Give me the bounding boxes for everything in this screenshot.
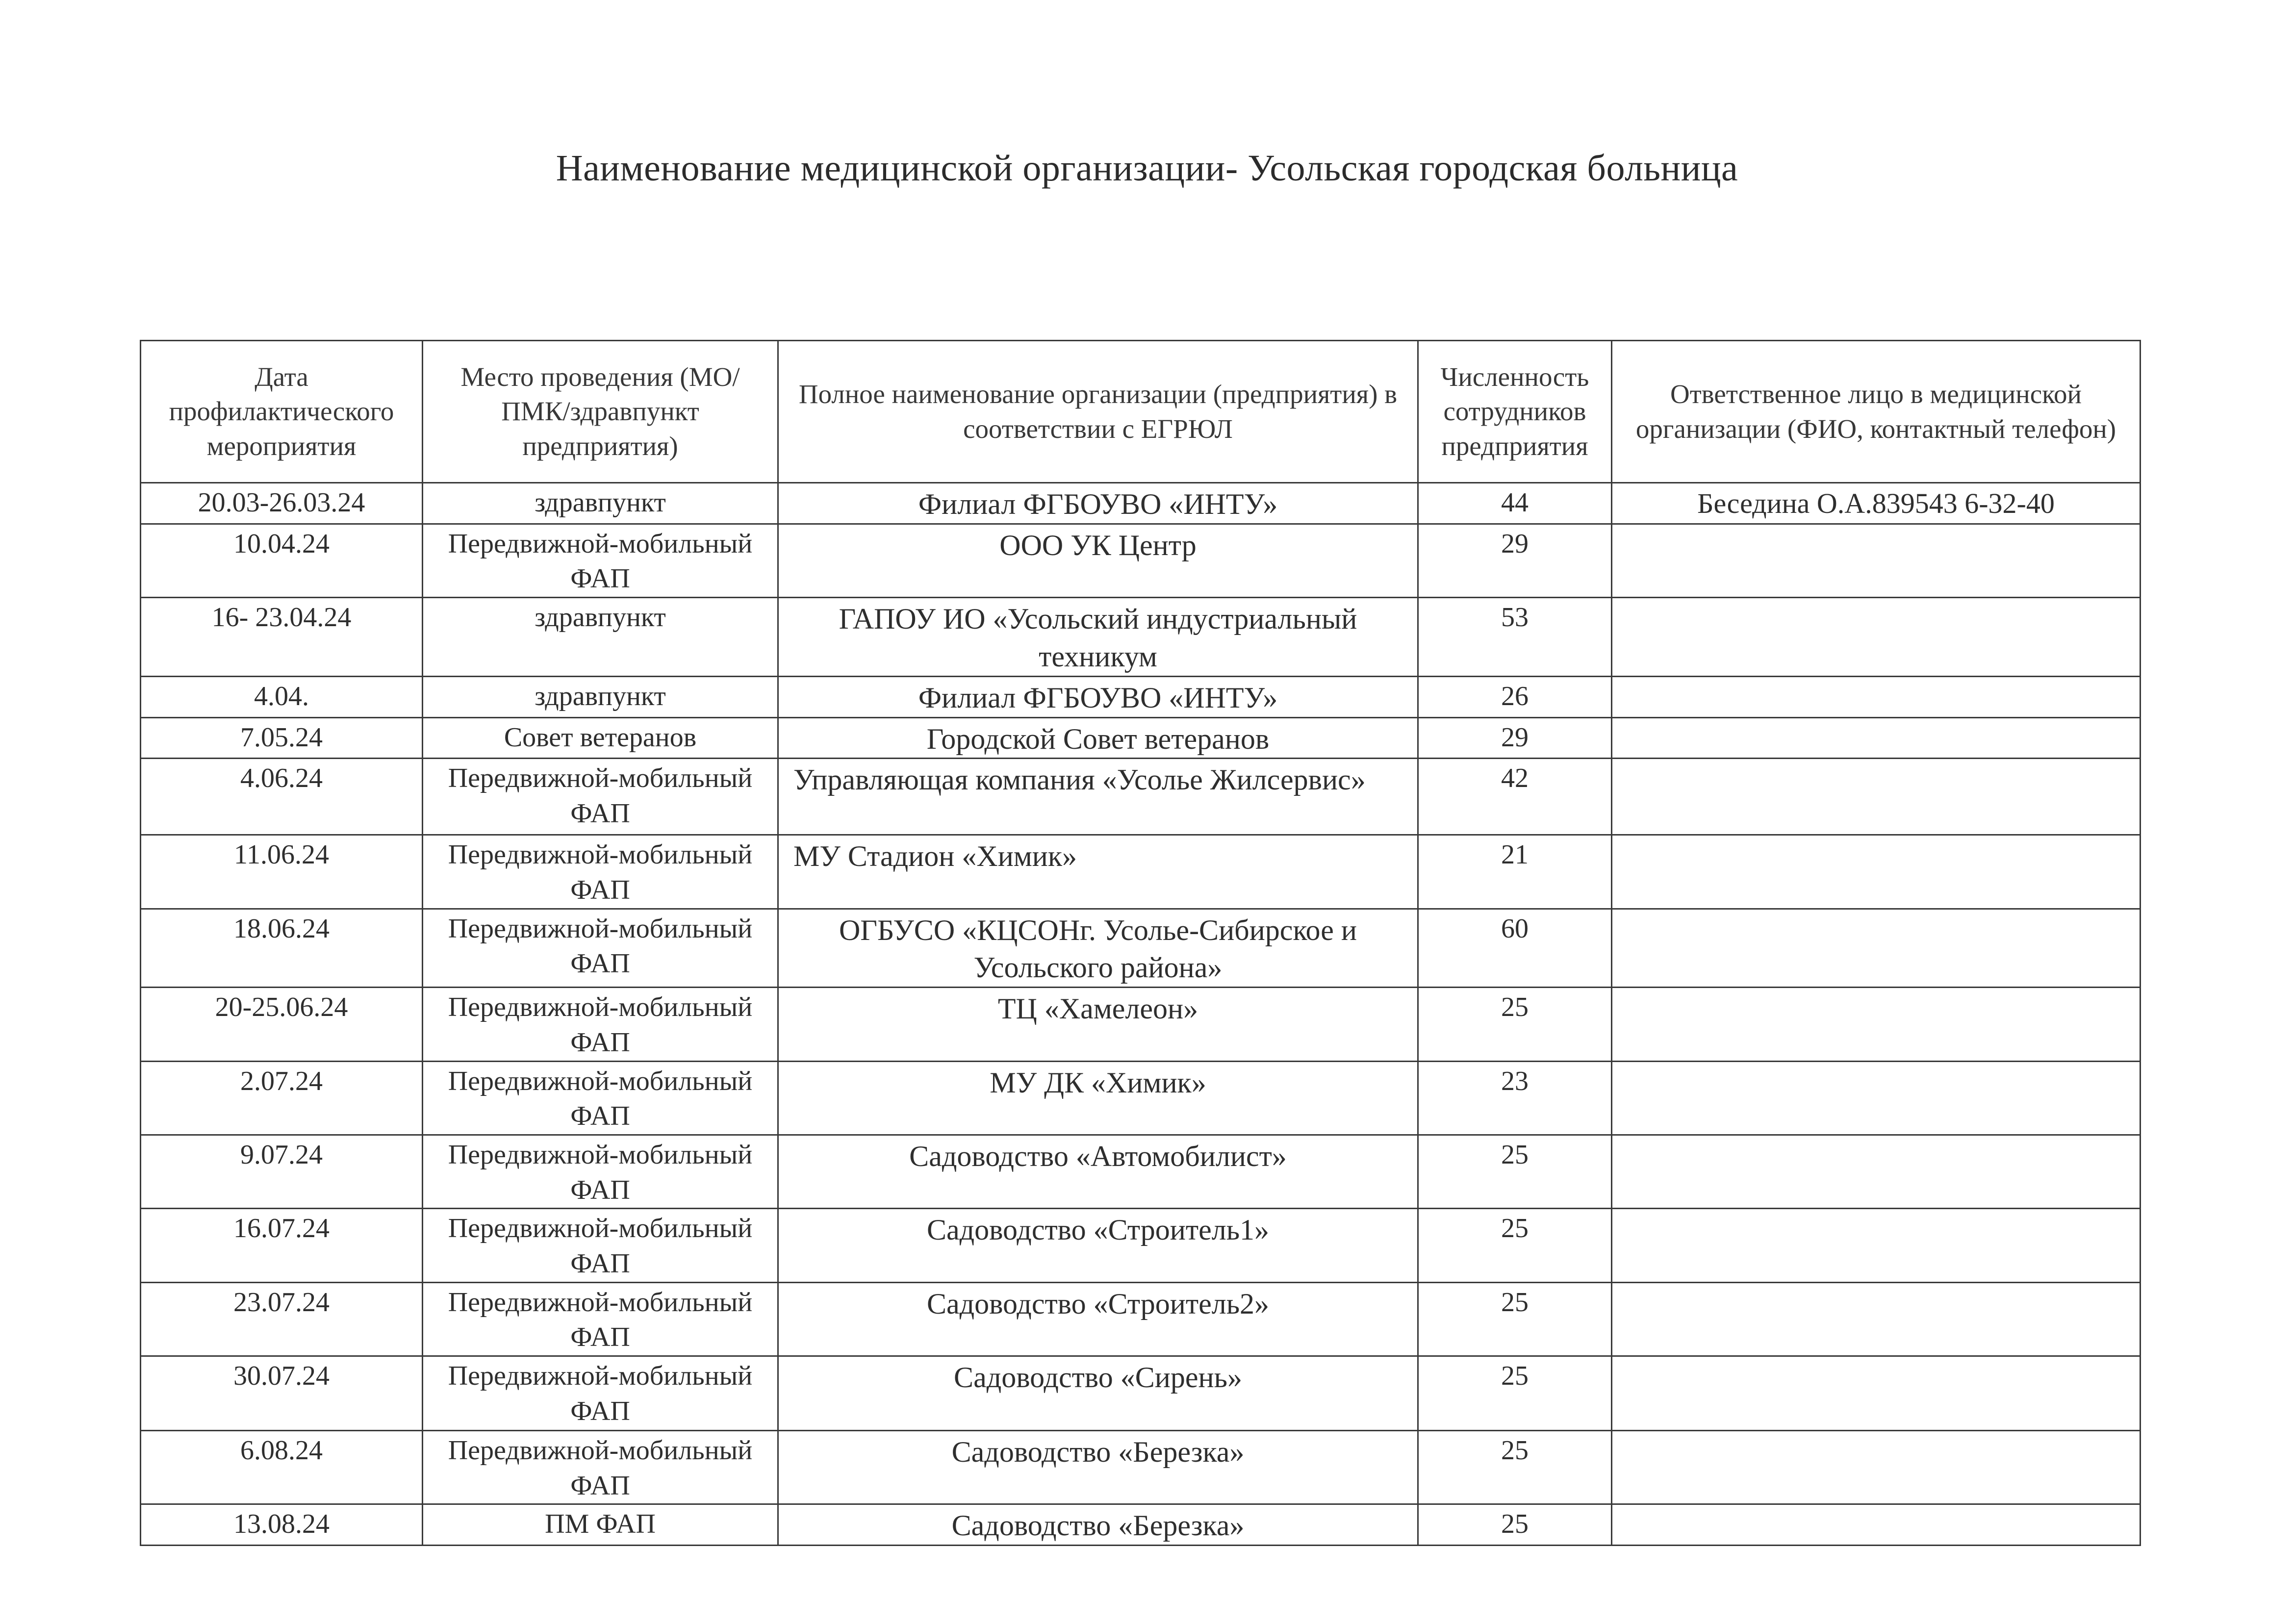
table-row: [141, 909, 2141, 988]
header-place: Место проведения (МО/ПМК/здравпункт предприятия): [423, 341, 778, 483]
cell-date: 9.07.24: [141, 1135, 423, 1208]
cell-organization: Городской Совет ветеранов: [778, 717, 1418, 759]
cell-organization: Филиал ФГБОУВО «ИНТУ»: [778, 483, 1418, 524]
cell-employee-count: 29: [1418, 524, 1612, 597]
cell-place: ПМ ФАП: [423, 1504, 778, 1546]
cell-date: 2.07.24: [141, 1061, 423, 1135]
cell-place: Передвижной-мобильный ФАП: [423, 1356, 778, 1430]
cell-employee-count: 25: [1418, 1135, 1612, 1208]
cell-employee-count: 25: [1418, 1209, 1612, 1282]
cell-employee-count: 44: [1418, 483, 1612, 524]
cell-employee-count: 25: [1418, 1356, 1612, 1430]
header-responsible-person: Ответственное лицо в медицинской организации (ФИО, контактный телефон): [1612, 341, 2141, 483]
cell-employee-count: 25: [1418, 1430, 1612, 1504]
cell-employee-count: 21: [1418, 835, 1612, 909]
cell-employee-count: 42: [1418, 759, 1612, 835]
cell-responsible-person: [1612, 598, 2141, 677]
cell-date: 4.04.: [141, 676, 423, 717]
header-date: Дата профилактического мероприятия: [141, 341, 423, 483]
cell-place: Передвижной-мобильный ФАП: [423, 988, 778, 1061]
table-row: [141, 1504, 2141, 1546]
cell-employee-count: 53: [1418, 598, 1612, 677]
cell-date: 7.05.24: [141, 717, 423, 759]
cell-organization: ТЦ «Хамелеон»: [778, 988, 1418, 1061]
cell-organization: Управляющая компания «Усолье Жилсервис»: [778, 759, 1418, 835]
cell-responsible-person: [1612, 1356, 2141, 1430]
cell-responsible-person: [1612, 676, 2141, 717]
cell-responsible-person: [1612, 835, 2141, 909]
page-title: Наименование медицинской организации- Усольская городская больница: [556, 148, 1738, 189]
cell-employee-count: 29: [1418, 717, 1612, 759]
cell-responsible-person: [1612, 909, 2141, 988]
table-row: [141, 598, 2141, 677]
cell-place: здравпункт: [423, 598, 778, 677]
cell-date: 11.06.24: [141, 835, 423, 909]
cell-organization: Садоводство «Березка»: [778, 1504, 1418, 1546]
table-row: [141, 676, 2141, 717]
cell-responsible-person: [1612, 1209, 2141, 1282]
table-row: [141, 1282, 2141, 1356]
cell-responsible-person: [1612, 1061, 2141, 1135]
cell-organization: Садоводство «Березка»: [778, 1430, 1418, 1504]
table-row: [141, 717, 2141, 759]
cell-place: Передвижной-мобильный ФАП: [423, 759, 778, 835]
cell-responsible-person: [1612, 717, 2141, 759]
table-row: [141, 1356, 2141, 1430]
table-header-row: [141, 341, 2141, 483]
table-row: [141, 835, 2141, 909]
table-row: [141, 1061, 2141, 1135]
cell-date: 16.07.24: [141, 1209, 423, 1282]
header-organization: Полное наименование организации (предприятия) в соответствии с ЕГРЮЛ: [778, 341, 1418, 483]
cell-employee-count: 25: [1418, 1504, 1612, 1546]
cell-date: 13.08.24: [141, 1504, 423, 1546]
cell-responsible-person: Беседина О.А.839543 6-32-40: [1612, 483, 2141, 524]
cell-organization: Садоводство «Строитель2»: [778, 1282, 1418, 1356]
cell-date: 10.04.24: [141, 524, 423, 597]
cell-organization: ОГБУСО «КЦСОНг. Усолье-Сибирское и Усольского района»: [778, 909, 1418, 988]
cell-place: Передвижной-мобильный ФАП: [423, 1135, 778, 1208]
cell-place: Совет ветеранов: [423, 717, 778, 759]
cell-place: Передвижной-мобильный ФАП: [423, 1061, 778, 1135]
cell-organization: Садоводство «Строитель1»: [778, 1209, 1418, 1282]
cell-date: 6.08.24: [141, 1430, 423, 1504]
cell-organization: Филиал ФГБОУВО «ИНТУ»: [778, 676, 1418, 717]
cell-place: здравпункт: [423, 483, 778, 524]
cell-place: Передвижной-мобильный ФАП: [423, 835, 778, 909]
table-row: [141, 1430, 2141, 1504]
cell-place: здравпункт: [423, 676, 778, 717]
cell-place: Передвижной-мобильный ФАП: [423, 1430, 778, 1504]
cell-date: 18.06.24: [141, 909, 423, 988]
cell-organization: Садоводство «Автомобилист»: [778, 1135, 1418, 1208]
cell-responsible-person: [1612, 1135, 2141, 1208]
cell-date: 20-25.06.24: [141, 988, 423, 1061]
header-employee-count: Численность сотрудников предприятия: [1418, 341, 1612, 483]
cell-date: 30.07.24: [141, 1356, 423, 1430]
table-row: [141, 524, 2141, 597]
events-table: [140, 340, 2141, 1546]
cell-employee-count: 23: [1418, 1061, 1612, 1135]
cell-responsible-person: [1612, 759, 2141, 835]
cell-date: 23.07.24: [141, 1282, 423, 1356]
cell-date: 20.03-26.03.24: [141, 483, 423, 524]
cell-place: Передвижной-мобильный ФАП: [423, 1209, 778, 1282]
cell-organization: МУ ДК «Химик»: [778, 1061, 1418, 1135]
table-row: [141, 483, 2141, 524]
table-row: [141, 1135, 2141, 1208]
cell-responsible-person: [1612, 524, 2141, 597]
cell-organization: ООО УК Центр: [778, 524, 1418, 597]
cell-responsible-person: [1612, 1504, 2141, 1546]
cell-employee-count: 60: [1418, 909, 1612, 988]
cell-responsible-person: [1612, 1282, 2141, 1356]
cell-organization: Садоводство «Сирень»: [778, 1356, 1418, 1430]
cell-date: 4.06.24: [141, 759, 423, 835]
cell-responsible-person: [1612, 1430, 2141, 1504]
cell-place: Передвижной-мобильный ФАП: [423, 524, 778, 597]
cell-place: Передвижной-мобильный ФАП: [423, 909, 778, 988]
table-row: [141, 1209, 2141, 1282]
table-row: [141, 759, 2141, 835]
cell-place: Передвижной-мобильный ФАП: [423, 1282, 778, 1356]
cell-organization: МУ Стадион «Химик»: [778, 835, 1418, 909]
cell-responsible-person: [1612, 988, 2141, 1061]
table-row: [141, 988, 2141, 1061]
cell-employee-count: 25: [1418, 1282, 1612, 1356]
cell-employee-count: 25: [1418, 988, 1612, 1061]
cell-organization: ГАПОУ ИО «Усольский индустриальный техникум: [778, 598, 1418, 677]
cell-employee-count: 26: [1418, 676, 1612, 717]
cell-date: 16- 23.04.24: [141, 598, 423, 677]
